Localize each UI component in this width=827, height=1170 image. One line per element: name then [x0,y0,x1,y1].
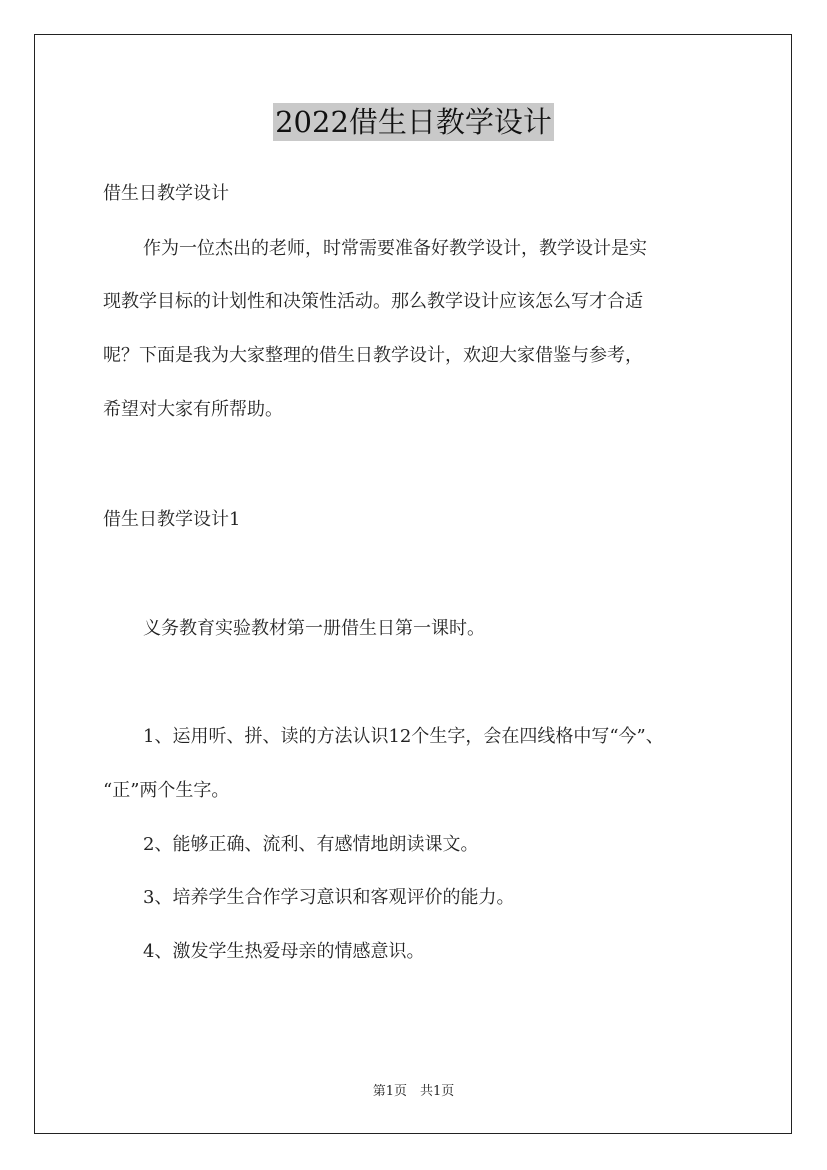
objective-line: 1、运用听、拼、读的方法认识12个生字，会在四线格中写“今”、 [143,726,664,747]
intro-line: 作为一位杰出的老师，时常需要准备好教学设计，教学设计是实 [143,238,647,259]
document-title: 2022借生日教学设计 [275,105,552,139]
objective-line: “正”两个生字。 [103,780,230,801]
intro-line: 现教学目标的计划性和决策性活动。那么教学设计应该怎么写才合适 [103,291,643,312]
objective-line: 4、激发学生热爱母亲的情感意识。 [143,941,425,962]
intro-line: 呢？下面是我为大家整理的借生日教学设计，欢迎大家借鉴与参考， [103,345,643,366]
section-intro: 义务教育实验教材第一册借生日第一课时。 [143,618,485,639]
document-heading: 借生日教学设计 [103,183,229,204]
title-container [0,103,827,141]
intro-line: 希望对大家有所帮助。 [103,399,283,420]
section-heading: 借生日教学设计1 [103,509,241,530]
page-footer: 第1页 共1页 [372,1084,455,1099]
objective-line: 3、培养学生合作学习意识和客观评价的能力。 [143,887,515,908]
objective-line: 2、能够正确、流利、有感情地朗读课文。 [143,834,479,855]
